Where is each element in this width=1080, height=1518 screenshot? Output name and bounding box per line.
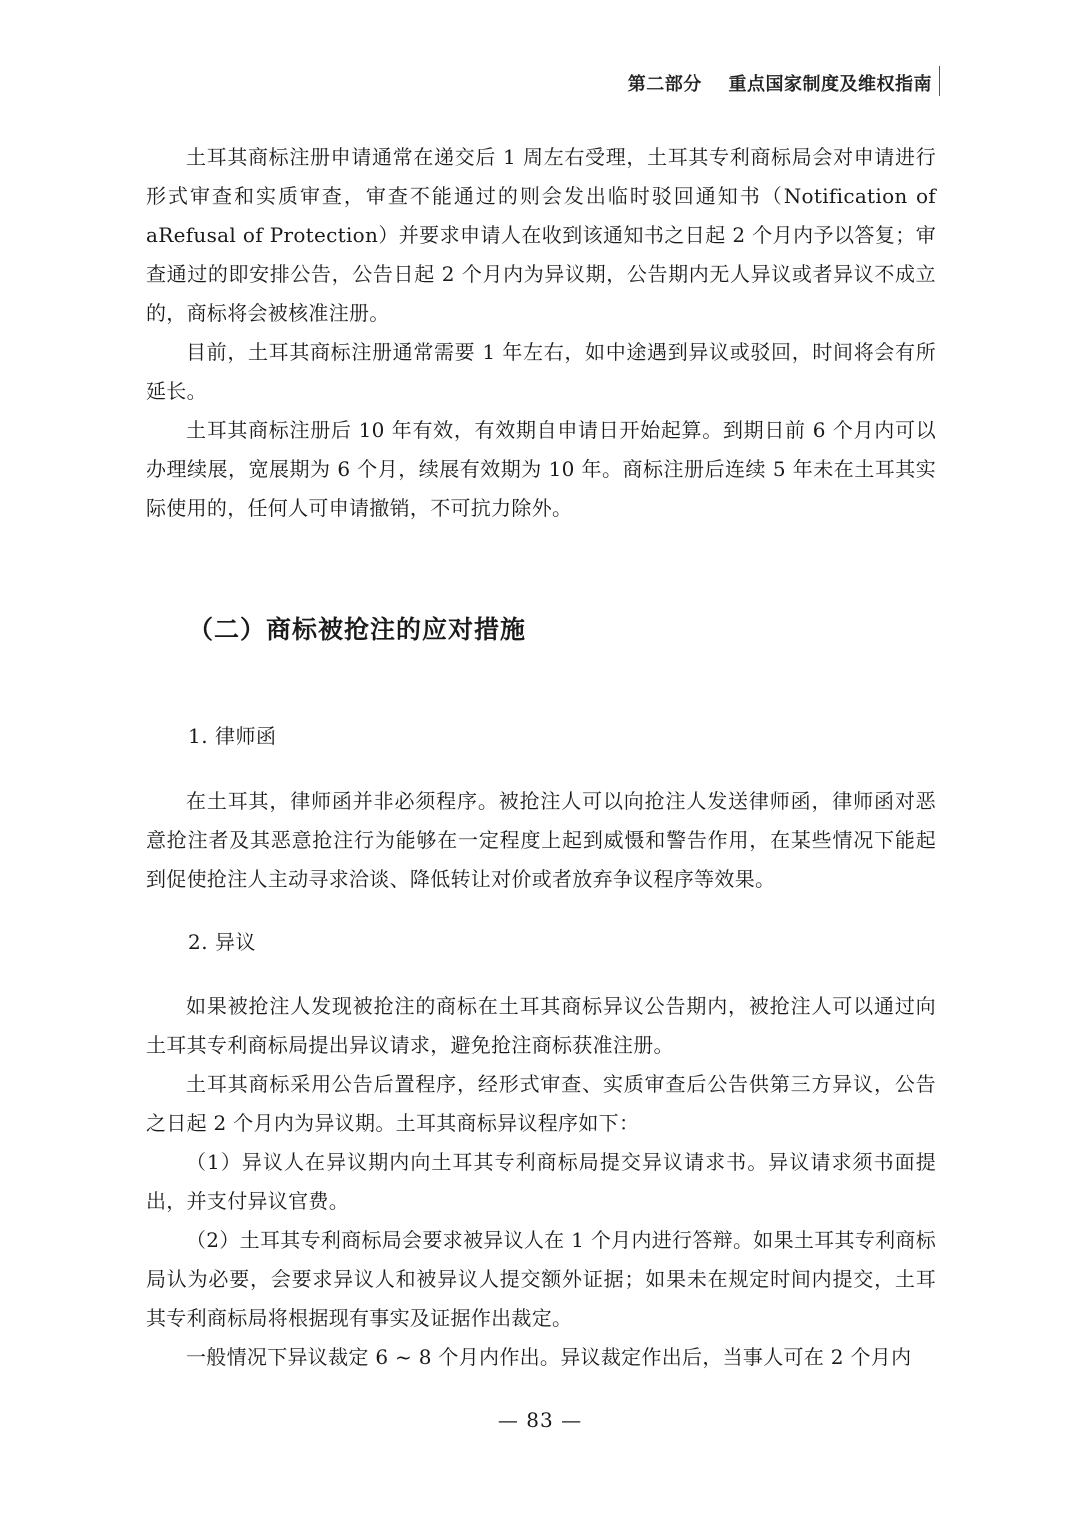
header-divider <box>939 66 940 96</box>
paragraph: 一般情况下异议裁定 6 ~ 8 个月内作出。异议裁定作出后，当事人可在 2 个月内 <box>186 1345 912 1369</box>
opposition-text-block <box>146 987 936 1377</box>
page-number: — 83 — <box>497 1408 583 1432</box>
paragraph: （2）土耳其专利商标局会要求被异议人在 1 个月内进行答辩。如果土耳其专利商标局认为必要，会要求异议人和被异议人提交额外证据；如果未在规定时间内提交，土耳其专利商标局将根据现有事实及证据作出裁定。 <box>146 1228 936 1330</box>
paragraph: 土耳其商标注册申请通常在递交后 1 周左右受理，土耳其专利商标局会对申请进行形式审查和实质审查，审查不能通过的则会发出临时驳回通知书（Notification of aRefusal of Protection）并要求申请人在收到该通知书之日起 2 个月内予以答复；审查通过的即安排公告，公告日起 2 个月内为异议期，公告期内无人异议或者异议不成立的，商标将会被核准注册。 <box>146 145 936 325</box>
paragraph: 在土耳其，律师函并非必须程序。被抢注人可以向抢注人发送律师函，律师函对恶意抢注者及其恶意抢注行为能够在一定程度上起到威慑和警告作用，在某些情况下能起到促使抢注人主动寻求洽谈、降低转让对价或者放弃争议程序等效果。 <box>146 789 936 891</box>
running-header <box>628 70 932 96</box>
paragraph: 土耳其商标注册后 10 年有效，有效期自申请日开始起算。到期日前 6 个月内可以办理续展，宽展期为 6 个月，续展有效期为 10 年。商标注册后连续 5 年未在土耳其实际使用的，任何人可申请撤销，不可抗力除外。 <box>146 418 936 520</box>
header-chapter-title: 重点国家制度及维权指南 <box>728 74 932 95</box>
paragraph: 目前，土耳其商标注册通常需要 1 年左右，如中途遇到异议或驳回，时间将会有所延长。 <box>146 340 936 403</box>
header-part-label: 第二部分 <box>627 74 702 95</box>
paragraph: 土耳其商标采用公告后置程序，经形式审查、实质审查后公告供第三方异议，公告之日起 2 个月内为异议期。土耳其商标异议程序如下： <box>146 1072 936 1135</box>
paragraph: （1）异议人在异议期内向土耳其专利商标局提交异议请求书。异议请求须书面提出，并支付异议官费。 <box>146 1150 936 1213</box>
subsection-heading-lawyer-letter: 1. 律师函 <box>188 724 277 748</box>
lawyer-letter-text-block <box>146 782 936 899</box>
subsection-heading-opposition: 2. 异议 <box>188 930 256 954</box>
intro-text-block <box>146 138 936 528</box>
paragraph: 如果被抢注人发现被抢注的商标在土耳其商标异议公告期内，被抢注人可以通过向土耳其专利商标局提出异议请求，避免抢注商标获准注册。 <box>146 994 936 1057</box>
section-heading: （二）商标被抢注的应对措施 <box>188 615 527 644</box>
